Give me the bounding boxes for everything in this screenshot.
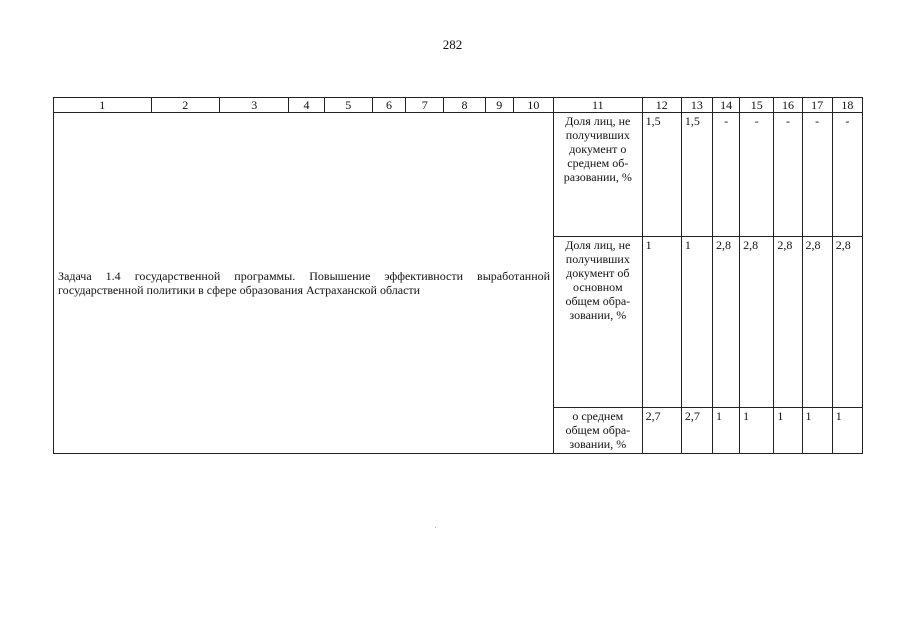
value-cell: - — [713, 113, 740, 237]
value-cell: 1 — [832, 408, 862, 454]
task-description: Задача 1.4 государственной программы. Повышение эффективности выработанной государственной политики в сфере образования Астраханской области — [54, 113, 554, 454]
value-cell: 2,8 — [774, 237, 802, 408]
column-number: 5 — [324, 98, 372, 113]
column-number-row — [54, 98, 863, 113]
column-number: 2 — [151, 98, 219, 113]
scan-speck — [435, 527, 436, 528]
page-number: 282 — [442, 37, 463, 52]
value-cell: 1 — [713, 408, 740, 454]
value-cell: 1 — [642, 237, 681, 408]
column-number: 1 — [54, 98, 152, 113]
value-cell: - — [774, 113, 802, 237]
column-number: 8 — [444, 98, 485, 113]
indicators-table — [53, 97, 863, 454]
column-number: 9 — [485, 98, 513, 113]
column-number: 16 — [774, 98, 802, 113]
value-cell: 1 — [681, 237, 712, 408]
value-cell: 2,8 — [740, 237, 774, 408]
column-number: 17 — [802, 98, 832, 113]
value-cell: - — [802, 113, 832, 237]
value-cell: 2,7 — [681, 408, 712, 454]
column-number: 18 — [832, 98, 862, 113]
column-number: 15 — [740, 98, 774, 113]
value-cell: 2,8 — [832, 237, 862, 408]
column-number: 4 — [289, 98, 324, 113]
value-cell: 1 — [774, 408, 802, 454]
column-number: 12 — [642, 98, 681, 113]
table-row — [54, 113, 863, 237]
indicator-name: Доля лиц, не получивших документ об основном общем обра-зовании, % — [554, 237, 643, 408]
column-number: 11 — [554, 98, 643, 113]
value-cell: 2,8 — [713, 237, 740, 408]
value-cell: - — [740, 113, 774, 237]
column-number: 7 — [406, 98, 444, 113]
column-number: 13 — [681, 98, 712, 113]
value-cell: 2,7 — [642, 408, 681, 454]
column-number: 3 — [220, 98, 289, 113]
column-number: 6 — [372, 98, 405, 113]
value-cell: 1,5 — [642, 113, 681, 237]
value-cell: 1 — [802, 408, 832, 454]
column-number: 10 — [513, 98, 553, 113]
value-cell: - — [832, 113, 862, 237]
value-cell: 1,5 — [681, 113, 712, 237]
indicator-name: Доля лиц, не получивших документ о среднем об-разовании, % — [554, 113, 643, 237]
indicator-name: о среднем общем обра-зовании, % — [554, 408, 643, 454]
value-cell: 1 — [740, 408, 774, 454]
column-number: 14 — [713, 98, 740, 113]
value-cell: 2,8 — [802, 237, 832, 408]
